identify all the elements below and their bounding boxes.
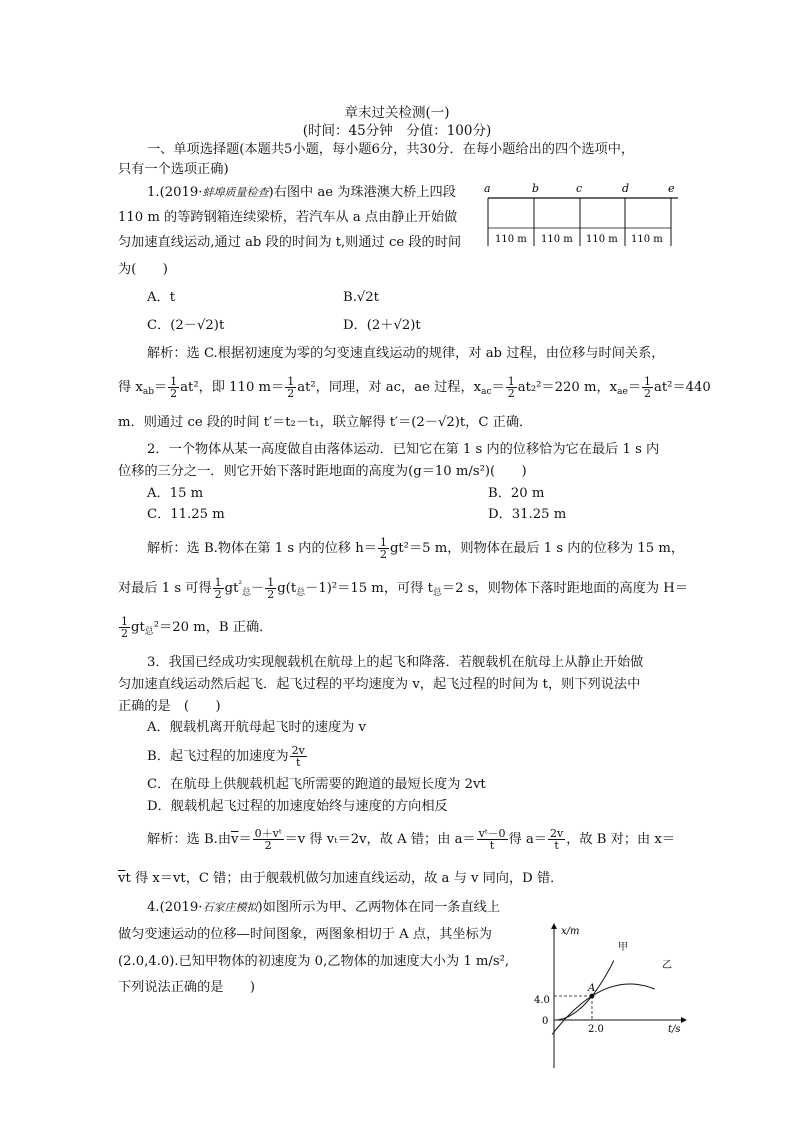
q2-option-a: A．15 m [147, 486, 204, 501]
fraction-half: $\frac{1}{2}$ [644, 375, 652, 400]
q4-source: 石家庄模拟 [202, 901, 258, 914]
q3-option-c: C．在航母上供舰载机起飞所需要的跑道的最短长度为 2vt [147, 777, 486, 792]
q3-option-a: A．舰载机离开航母起飞时的速度为 v [147, 720, 366, 735]
section-heading-cont: 只有一个选项正确) [118, 162, 229, 177]
q1-option-a: A．t [147, 290, 176, 305]
bridge-figure [482, 182, 682, 252]
fraction-half: $\frac{1}{2}$ [214, 576, 222, 601]
q2-option-b: B．20 m [488, 486, 545, 501]
page-title: 章末过关检测(一) [344, 105, 450, 121]
q2-solution-line3: $\frac{1}{2}$ $gt_总^2=20$ m，B 正确． [121, 615, 273, 640]
q2-line2: 位移的三分之一．则它开始下落时距地面的高度为(g＝10 m/s²)( ) [118, 464, 527, 479]
q3-solution-line1: 解析：选 B.由$\overline{v}=$ $\frac{\text{0＋vᵗ}}{2}$ ＝v 得 vₜ＝2v，故 A 错；由 a＝ $\frac{\text{vᵗ－0}}{t}$ 得 a＝ $\frac{2v}{t}$ ，故 B 对；由 x＝ [147, 827, 676, 852]
point-c-label: c [576, 182, 583, 195]
fraction-2v-over-t: $\frac{2v}{t}$ [550, 827, 564, 852]
page-subtitle: (时间：45分钟 分值：100分) [302, 123, 492, 139]
fraction-half: $\frac{1}{2}$ [379, 536, 387, 561]
x-axis-label: t/s [668, 1024, 681, 1035]
origin-label: 0 [542, 1016, 549, 1027]
q3-line1: 3．我国已经成功实现舰载机在航母上的起飞和降落．若舰载机在航母上从静止开始做 [147, 655, 644, 670]
fraction-half: $\frac{1}{2}$ [287, 375, 295, 400]
q4-line1: 4.(2019·石家庄模拟)如图所示为甲、乙两物体在同一条直线上 [147, 900, 501, 915]
y-axis-label: x/m [561, 926, 580, 937]
tangent-point [590, 994, 595, 999]
fraction-acceleration: $\frac{\text{vᵗ－0}}{t}$ [478, 827, 506, 852]
point-e-label: e [668, 182, 675, 195]
q1-solution-line3: m．则通过 ce 段的时间 t′＝t₂－t₁，联立解得 t′＝(2－√2)t，C 正确． [118, 415, 533, 430]
q1-solution-line2: 得 $x_{ab}=$ $\frac{1}{2}$ at²，即 110 m＝ $\frac{1}{2}$ at²，同理，对 ac，ae 过程，$x_{ac}=$ $\frac{1}{2}$ at₂²＝220 m，$x_{ae}=$ $\frac{1}{2}$ at²＝440 [118, 375, 711, 400]
point-b-label: b [532, 182, 540, 195]
q1-line2: 110 m 的等跨钢箱连续梁桥，若汽车从 a 点由静止开始做 [118, 210, 458, 225]
q3-option-b: B．起飞过程的加速度为 $\frac{2v}{t}$ [147, 744, 305, 769]
q2-solution-line1: 解析：选 B.物体在第 1 s 内的位移 h＝ $\frac{1}{2}$ gt²＝5 m，则物体在最后 1 s 内的位移为 15 m， [147, 536, 685, 561]
q1-option-d: D．(2＋√2)t [343, 318, 421, 333]
y-tick-label: 4.0 [534, 995, 550, 1006]
q2-line1: 2．一个物体从某一高度做自由落体运动．已知它在第 1 s 内的位移恰为它在最后 1 s 内 [147, 442, 660, 457]
point-d-label: d [622, 182, 630, 195]
q2-solution-line2: 对最后 1 s 可得 $\frac{1}{2}$ $gt^{^2}_总-$ $\frac{1}{2}$ $g(t_总-1)^2=15$ m，可得 $t_总=2$ s，则物体下落时距地面的高度为 H＝ [118, 576, 688, 601]
curve-yi-label: 乙 [662, 960, 672, 971]
x-tick-label: 2.0 [588, 1024, 604, 1035]
q3-option-d: D．舰载机起飞过程的加速度始终与速度的方向相反 [147, 799, 448, 814]
tangent-point-label: A [588, 983, 596, 994]
q4-line4: 下列说法正确的是 ) [118, 980, 256, 995]
q1-line4: 为( ) [118, 262, 168, 277]
fraction-half: $\frac{1}{2}$ [267, 576, 275, 601]
q2-option-d: D．31.25 m [488, 507, 567, 522]
q1-option-b: B.√2t [343, 290, 379, 305]
point-a-label: a [484, 182, 491, 195]
fraction-half: $\frac{1}{2}$ [170, 375, 178, 400]
segment-label-bc: 110 m [541, 234, 573, 245]
segment-label-de: 110 m [631, 234, 663, 245]
q3-line3: 正确的是 ( ) [118, 699, 221, 714]
q1-line1: 1.(2019·蚌埠质量检查)右图中 ae 为珠港澳大桥上四段 [147, 185, 456, 200]
curve-jia-label: 甲 [618, 942, 628, 953]
curve-jia [554, 961, 614, 1021]
q1-solution-line1: 解析：选 C.根据初速度为零的匀变速直线运动的规律，对 ab 过程，由位移与时间关系， [147, 346, 665, 361]
q1-line3: 匀加速直线运动,通过 ab 段的时间为 t,则通过 ce 段的时间 [118, 235, 462, 250]
fraction-avg-velocity: $\frac{\text{0＋vᵗ}}{2}$ [254, 827, 282, 852]
q1-option-c: C．(2－√2)t [147, 318, 225, 333]
q1-source: 蚌埠质量检查 [202, 186, 269, 199]
q2-option-c: C．11.25 m [147, 507, 225, 522]
fraction-2v-over-t: $\frac{2v}{t}$ [291, 744, 305, 769]
fraction-half: $\frac{1}{2}$ [507, 375, 515, 400]
q3-solution-line2: $\overline{v}t$ 得 x＝vt，C 错；由于舰载机做匀加速直线运动，故 a 与 v 同向，D 错． [118, 871, 564, 886]
q3-line2: 匀加速直线运动然后起飞．起飞过程的平均速度为 v，起飞过程的时间为 t，则下列说法中 [118, 677, 641, 692]
section-heading: 一、单项选择题(本题共5小题，每小题6分，共30分．在每小题给出的四个选项中， [147, 142, 635, 157]
fraction-half: $\frac{1}{2}$ [121, 615, 128, 640]
segment-label-cd: 110 m [586, 234, 618, 245]
segment-label-ab: 110 m [495, 234, 527, 245]
q4-line2: 做匀变速运动的位移—时间图象，两图象相切于 A 点，其坐标为 [118, 927, 492, 942]
position-time-graph [528, 920, 688, 1070]
q4-line3: (2.0,4.0).已知甲物体的初速度为 0,乙物体的加速度大小为 1 m/s², [118, 954, 510, 969]
